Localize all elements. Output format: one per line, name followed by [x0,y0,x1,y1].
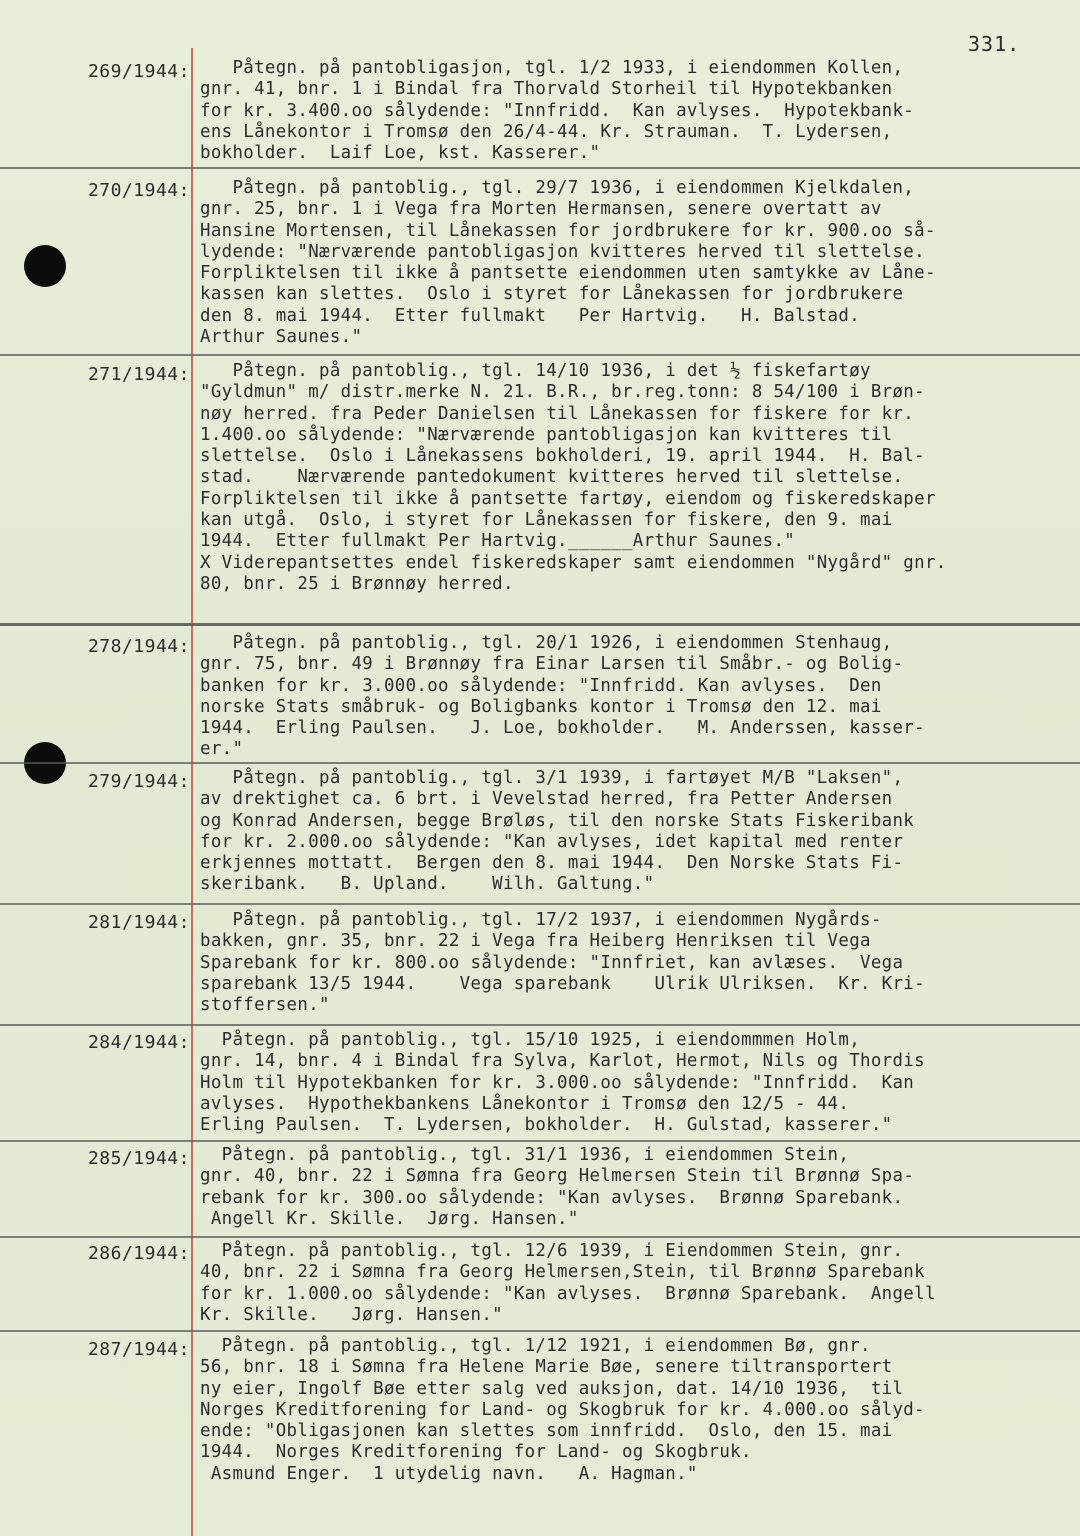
entry-number: 281/1944: [87,912,190,933]
entry-divider [0,1140,1080,1142]
entry-text: Påtegn. på pantoblig., tgl. 12/6 1939, i Eiendommen Stein, gnr. 40, bnr. 22 i Sømna fra Georg Helmersen,Stein, til Brønnø Sparebank for kr. 1.000.oo sålydende: "Kan avlyses. Brønnø Sparebank. Angell Kr. Skille. Jørg. Hansen." [200,1241,936,1325]
entry-divider [0,354,1080,356]
entry-divider [0,1024,1080,1026]
entry-number: 271/1944: [87,364,190,385]
entry-divider [0,1330,1080,1332]
entry-text: Påtegn. på pantoblig., tgl. 3/1 1939, i fartøyet M/B "Laksen", av drektighet ca. 6 brt. i Vevelstad herred, fra Petter Andersen og Konrad Andersen, begge Brøløs, til den norske Stats Fiskeribank for kr. 2.000.oo sålydende: "Kan avlyses, idet kapital med renter erkjennes mottatt. Bergen den 8. mai 1944. Den Norske Stats Fi- skeribank. B. Upland. Wilh. Galtung." [200,768,915,895]
entry-text: Påtegn. på pantoblig., tgl. 29/7 1936, i eiendommen Kjelkdalen, gnr. 25, bnr. 1 i Vega fra Morten Hermansen, senere overtatt av Hansine Mortensen, til Lånekassen for jordbrukere for kr. 900.oo så- lydende: "Nærværende pantobligasjon kvitteres herved til slettelse. Forpliktelsen til ikke å pantsette eiendommen uten samtykke av Låne- kassen kan slettes. Oslo i styret for Lånekassen for jordbrukere den 8. mai 1944. Etter fullmakt Per Hartvig. H. Balstad. Arthur Saunes." [200,178,936,348]
entry-number: 284/1944: [87,1032,190,1053]
entry-text: Påtegn. på pantoblig., tgl. 17/2 1937, i eiendommen Nygårds- bakken, gnr. 35, bnr. 22 i Vega fra Heiberg Henriksen til Vega Sparebank for kr. 800.oo sålydende: "Innfriet, kan avlæses. Vega sparebank 13/5 1944. Vega sparebank Ulrik Ulriksen. Kr. Kri- stoffersen." [200,910,925,1016]
entry-text: Påtegn. på pantoblig., tgl. 1/12 1921, i eiendommen Bø, gnr. 56, bnr. 18 i Sømna fra Helene Marie Bøe, senere tiltransportert ny eier, Ingolf Bøe etter salg ved auksjon, dat. 14/10 1936, til Norges Kreditforening for Land- og Skogbruk for kr. 4.000.oo sålyd- ende: "Obligasjonen kan slettes som innfridd. Oslo, den 15. mai 1944. Norges Kreditforening for Land- og Skogbruk. Asmund Enger. 1 utydelig navn. A. Hagman." [200,1336,925,1484]
entry-number: 286/1944: [87,1243,190,1264]
margin-line [191,48,193,1536]
entry-text: Påtegn. på pantobligasjon, tgl. 1/2 1933, i eiendommen Kollen, gnr. 41, bnr. 1 i Bindal fra Thorvald Storheil til Hypotekbanken for kr. 3.400.oo sålydende: "Innfridd. Kan avlyses. Hypotekbank- ens Lånekontor i Tromsø den 26/4-44. Kr. Strauman. T. Lydersen, bokholder. Laif Loe, kst. Kasserer." [200,58,915,164]
entry-divider [0,903,1080,905]
entry-divider [0,1236,1080,1238]
entry-number: 285/1944: [87,1148,190,1169]
entry-text: Påtegn. på pantoblig., tgl. 15/10 1925, i eiendommmen Holm, gnr. 14, bnr. 4 i Bindal fra Sylva, Karlot, Hermot, Nils og Thordis Holm til Hypotekbanken for kr. 3.000.oo sålydende: "Innfridd. Kan avlyses. Hypothekbankens Lånekontor i Tromsø den 12/5 - 44. Erling Paulsen. T. Lydersen, bokholder. H. Gulstad, kasserer." [200,1030,925,1136]
entry-number: 278/1944: [87,636,190,657]
entry-number: 279/1944: [87,771,190,792]
entry-divider [0,762,1080,764]
entry-text: Påtegn. på pantoblig., tgl. 31/1 1936, i eiendommen Stein, gnr. 40, bnr. 22 i Sømna fra Georg Helmersen Stein til Brønnø Spa- rebank for kr. 300.oo sålydende: "Kan avlyses. Brønnø Sparebank. Angell Kr. Skille. Jørg. Hansen." [200,1145,915,1229]
page-number: 331. [968,32,1021,56]
entry-divider [0,623,1080,626]
entry-divider [0,167,1080,169]
entry-text: Påtegn. på pantoblig., tgl. 14/10 1936, i det ½ fiskefartøy "Gyldmun" m/ distr.merke N. 21. B.R., br.reg.tonn: 8 54/100 i Brøn- nøy herred. fra Peder Danielsen til Lånekassen for fiskere for kr. 1.400.oo sålydende: "Nærværende pantobligasjon kan kvitteres til slettelse. Oslo i Lånekassens bokholderi, 19. april 1944. H. Bal- stad. Nærværende pantedokument kvitteres herved til slettelse. Forpliktelsen til ikke å pantsette fartøy, eiendom og fiskeredskaper kan utgå. Oslo, i styret for Lånekassen for fiskere, den 9. mai 1944. Etter fullmakt Per Hartvig.______Arthur Saunes." X Viderepantsettes endel fiskeredskaper samt eiendommen "Nygård" gnr. 80, bnr. 25 i Brønnøy herred. [200,361,947,594]
entry-text: Påtegn. på pantoblig., tgl. 20/1 1926, i eiendommen Stenhaug, gnr. 75, bnr. 49 i Brønnøy fra Einar Larsen til Småbr.- og Bolig- banken for kr. 3.000.oo sålydende: "Innfridd. Kan avlyses. Den norske Stats småbruk- og Boligbanks kontor i Tromsø den 12. mai 1944. Erling Paulsen. J. Loe, bokholder. M. Anderssen, kasser- er." [200,633,925,760]
punch-hole [24,245,66,287]
entry-number: 270/1944: [87,180,190,201]
entry-number: 287/1944: [87,1339,190,1360]
entry-number: 269/1944: [87,61,190,82]
